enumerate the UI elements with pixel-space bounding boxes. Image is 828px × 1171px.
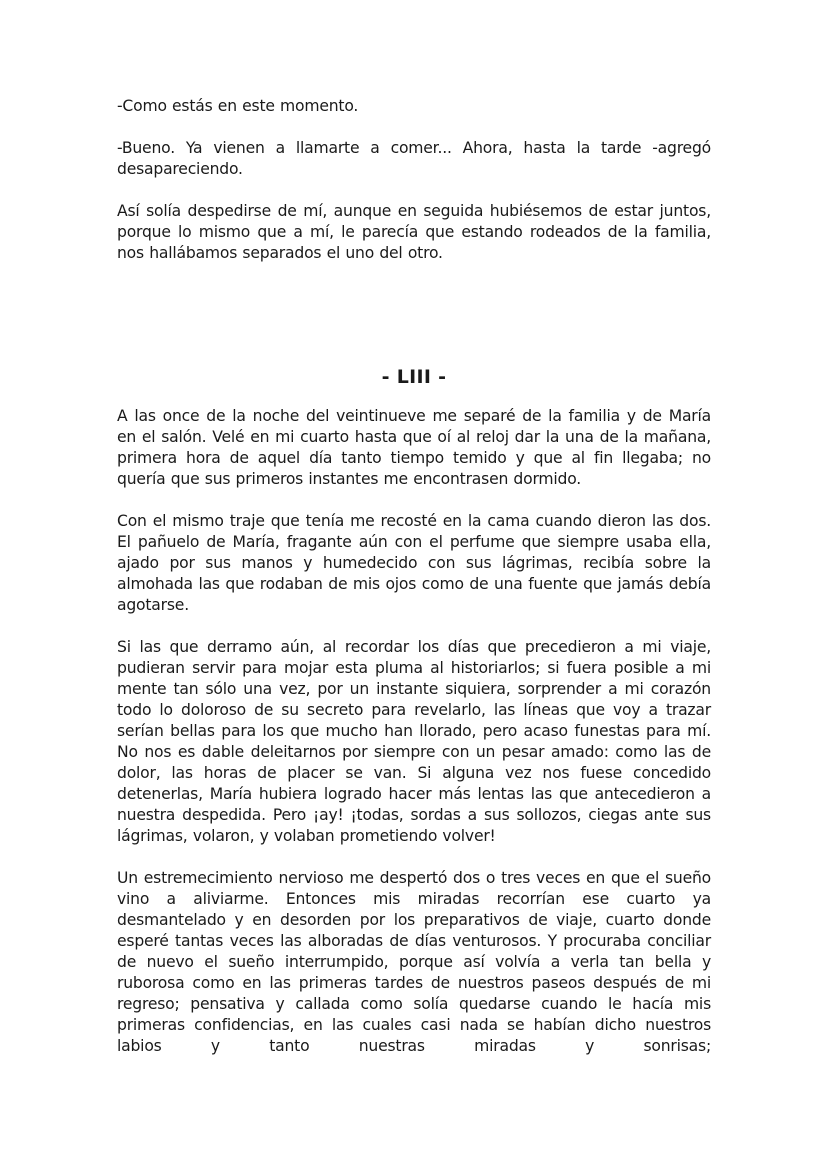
chapter-body xyxy=(117,406,711,1078)
body-paragraph: Un estremecimiento nervioso me despertó dos o tres veces en que el sueño vino a aliviarme. Entonces mis miradas recorrían ese cuarto ya desmantelado y en desorden por los preparativos de viaje, cuarto donde esperé tantas veces las alboradas de días venturosos. Y procuraba conciliar de nuevo el sueño interrumpido, porque así volvía a verla tan bella y ruborosa como en las primeras tardes de nuestros paseos después de mi regreso; pensativa y callada como solía quedarse cuando le hacía mis primeras confidencias, en las cuales casi nada se habían dicho nuestros labios y tanto nuestras miradas y sonrisas; xyxy=(117,869,711,1055)
dialogue-paragraph: -Bueno. Ya vienen a llamarte a comer... Ahora, hasta la tarde -agregó desapareciendo. xyxy=(117,139,711,178)
chapter-heading: - LIII - xyxy=(381,366,447,388)
document-page xyxy=(117,96,711,1055)
body-paragraph: Así solía despedirse de mí, aunque en seguida hubiésemos de estar juntos, porque lo mismo que a mí, le parecía que estando rodeados de la familia, nos hallábamos separados el uno del otro. xyxy=(117,202,711,262)
body-paragraph: Con el mismo traje que tenía me recosté en la cama cuando dieron las dos. El pañuelo de María, fragante aún con el perfume que siempre usaba ella, ajado por sus manos y humedecido con sus lágrimas, recibía sobre la almohada las que rodaban de mis ojos como de una fuente que jamás debía agotarse. xyxy=(117,512,711,614)
body-paragraph: Si las que derramo aún, al recordar los días que precedieron a mi viaje, pudieran servir para mojar esta pluma al historiarlos; si fuera posible a mi mente tan sólo una vez, por un instante siquiera, sorprender a mi corazón todo lo doloroso de su secreto para revelarlo, las líneas que voy a trazar serían bellas para los que mucho han llorado, pero acaso funestas para mí. No nos es dable deleitarnos por siempre con un pesar amado: como las de dolor, las horas de placer se van. Si alguna vez nos fuese concedido detenerlas, María hubiera logrado hacer más lentas las que antecedieron a nuestra despedida. Pero ¡ay! ¡todas, sordas a sus sollozos, ciegas ante sus lágrimas, volaron, y volaban prometiendo volver! xyxy=(117,638,711,845)
body-paragraph: A las once de la noche del veintinueve me separé de la familia y de María en el salón. Velé en mi cuarto hasta que oí al reloj dar la una de la mañana, primera hora de aquel día tanto tiempo temido y que al fin llegaba; no quería que sus primeros instantes me encontrasen dormido. xyxy=(117,407,711,488)
section-continuation xyxy=(117,96,711,264)
dialogue-paragraph: -Como estás en este momento. xyxy=(117,97,359,115)
